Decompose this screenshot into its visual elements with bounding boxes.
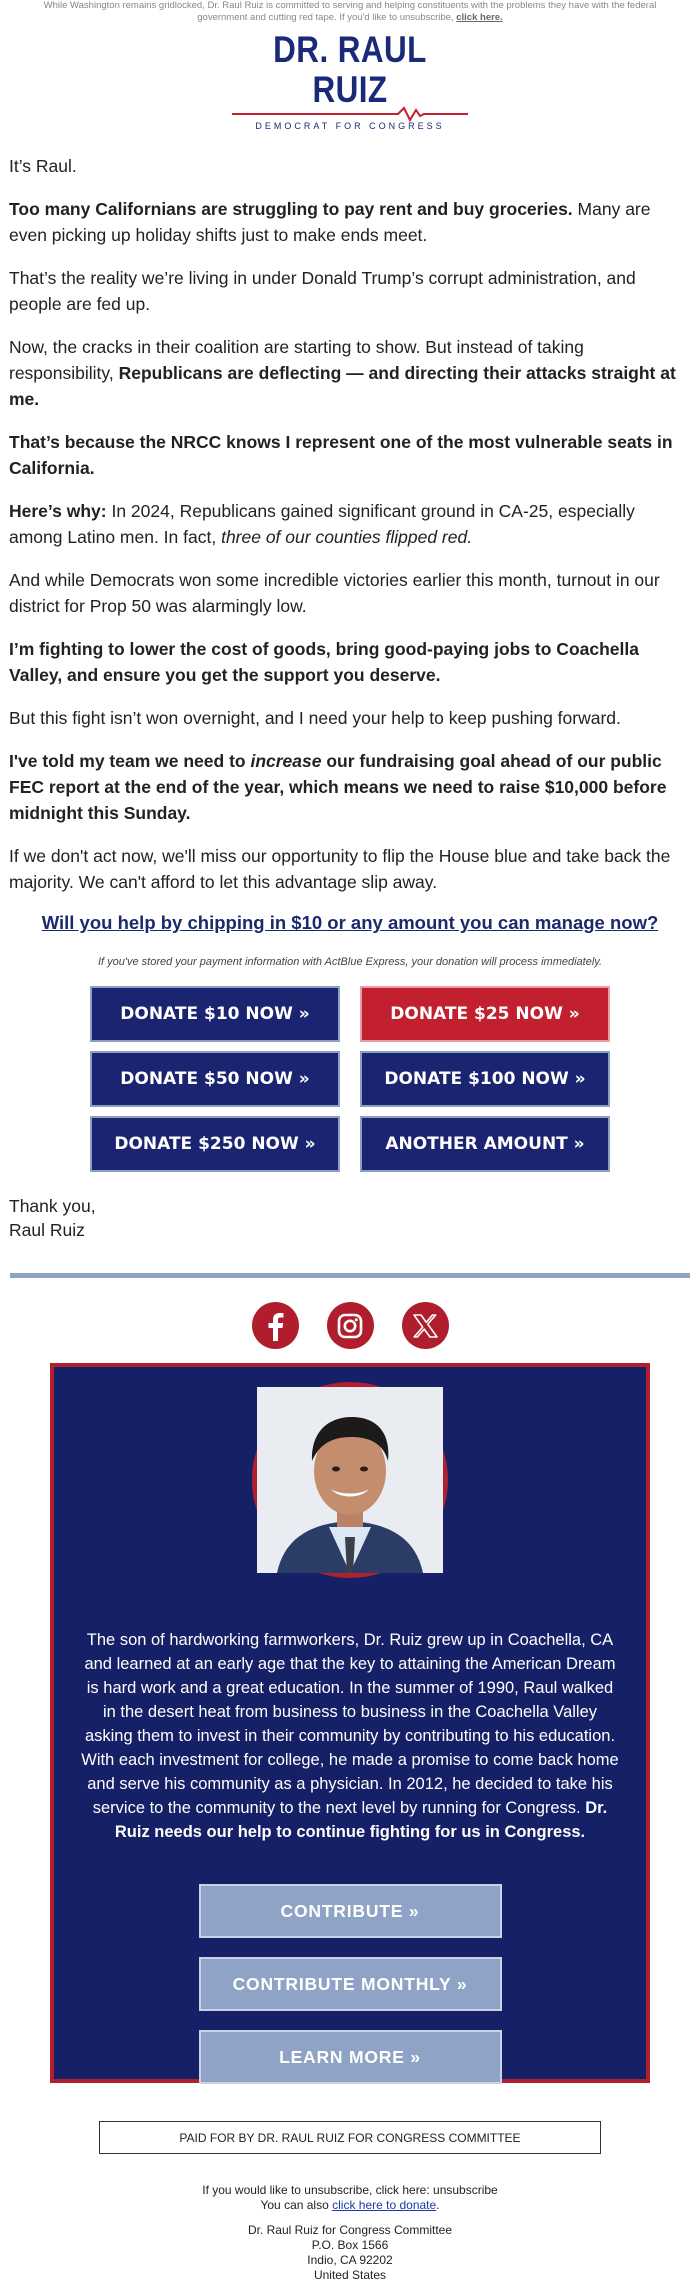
donate-25-button[interactable]: DONATE $25 NOW » (360, 986, 610, 1042)
donate-10-button[interactable]: DONATE $10 NOW » (90, 986, 340, 1042)
another-amount-button[interactable]: ANOTHER AMOUNT » (360, 1116, 610, 1172)
paragraph-9 (9, 748, 691, 826)
footer-donate-line (0, 2198, 700, 2213)
donate-50-button[interactable]: DONATE $50 NOW » (90, 1051, 340, 1107)
paragraph-7 (9, 636, 691, 688)
logo-tagline: DEMOCRAT FOR CONGRESS (255, 121, 445, 131)
paid-for-disclaimer: PAID FOR BY DR. RAUL RUIZ FOR CONGRESS COMMITTEE (99, 2121, 601, 2154)
portrait-image (257, 1387, 443, 1573)
social-links (0, 1302, 700, 1349)
footer (0, 2183, 700, 2283)
bio-bold: Dr. Ruiz needs our help to continue fighting for us in Congress. (114, 1799, 608, 1841)
p3-start: Now, the cracks in their coalition are starting to show. But instead of taking responsibility, (9, 337, 584, 383)
p9-italic: increase (250, 751, 322, 771)
p1-rest: Many are even picking up holiday shifts just to make ends meet. (9, 199, 651, 245)
address-line-1: Dr. Raul Ruiz for Congress Committee (247, 2223, 453, 2237)
actblue-note: If you've stored your payment information with ActBlue Express, your donation will process immediately. (97, 956, 603, 968)
donate-button-grid (90, 986, 610, 1172)
paragraph-1 (9, 196, 691, 248)
signoff-thanks: Thank you, (9, 1196, 96, 1216)
donate-250-button[interactable]: DONATE $250 NOW » (90, 1116, 340, 1172)
preheader (0, 0, 700, 24)
bio-body: The son of hardworking farmworkers, Dr. Ruiz grew up in Coachella, CA and learned at an early age that the key to attaining the American Dream is hard work and a great education. In the summer of 1990, Raul walked in the desert heat from business to business in the Coachella Valley asking them to invest in their community by contributing to his education. With each investment for college, he made a promise to come back home and serve his community as a physician. In 2012, he decided to take his service to the community to the next level by running for Congress. (81, 1631, 619, 1817)
facebook-icon[interactable] (252, 1302, 299, 1349)
footer-address (0, 2223, 700, 2283)
address-line-2: P.O. Box 1566 (311, 2238, 389, 2252)
logo-name: DR. RAUL RUIZ (273, 29, 427, 110)
p1-bold: Too many Californians are struggling to pay rent and buy groceries. (9, 199, 573, 219)
p3-bold: Republicans are deflecting — and directing their attacks straight at me. (9, 363, 676, 409)
p5-bold: Here’s why: (9, 501, 107, 521)
preheader-text: While Washington remains gridlocked, Dr. Raul Ruiz is committed to serving and helping constituents with the problems they have with the federal government and cutting red tape. If you'd like to unsubscribe, (43, 0, 657, 23)
ask (0, 912, 700, 934)
letter-body (0, 153, 700, 895)
paragraph-2: That’s the reality we’re living in under Donald Trump’s corrupt administration, and people are fed up. (9, 268, 636, 314)
bio-text (54, 1628, 646, 1844)
p9-bold (9, 751, 666, 823)
candidate-photo (252, 1382, 448, 1578)
p9-a: I've told my team we need to (9, 751, 251, 771)
learn-more-button[interactable]: LEARN MORE » (199, 2030, 502, 2084)
footer-unsubscribe[interactable]: If you would like to unsubscribe, click here: unsubscribe (202, 2183, 498, 2197)
paragraph-8: But this fight isn’t won overnight, and I need your help to keep pushing forward. (9, 708, 621, 728)
greeting: It’s Raul. (9, 156, 77, 176)
preheader-unsubscribe-link[interactable]: click here. (456, 12, 503, 23)
signoff-name: Raul Ruiz (9, 1220, 85, 1240)
footer-donate-link[interactable]: click here to donate (332, 2198, 437, 2212)
paragraph-3 (9, 334, 691, 412)
x-icon[interactable] (402, 1302, 449, 1349)
p5-italic: three of our counties flipped red. (221, 527, 473, 547)
p4-bold: That’s because the NRCC knows I represent one of the most vulnerable seats in California. (9, 432, 673, 478)
contribute-button[interactable]: CONTRIBUTE » (199, 1884, 502, 1938)
contribute-monthly-button[interactable]: CONTRIBUTE MONTHLY » (199, 1957, 502, 2011)
bio-button-2-wrap (54, 1957, 646, 2011)
bio-card (50, 1363, 650, 2083)
logo (230, 30, 470, 131)
signoff (0, 1194, 700, 1242)
instagram-icon[interactable] (327, 1302, 374, 1349)
paragraph-4 (9, 429, 691, 481)
ask-donate-link[interactable]: Will you help by chipping in $10 or any amount you can manage now? (41, 912, 659, 933)
p9-b: our fundraising goal ahead of our public FEC report at the end of the year, which means we need to raise $10,000 before midnight this Sunday. (9, 751, 667, 823)
paragraph-6: And while Democrats won some incredible victories earlier this month, turnout in our district for Prop 50 was alarmingly low. (9, 570, 660, 616)
paragraph-10: If we don't act now, we'll miss our opportunity to flip the House blue and take back the majority. We can't afford to let this advantage slip away. (9, 846, 671, 892)
address-line-4: United States (313, 2268, 387, 2282)
address-line-3: Indio, CA 92202 (307, 2253, 393, 2267)
donate-100-button[interactable]: DONATE $100 NOW » (360, 1051, 610, 1107)
p7-bold: I’m fighting to lower the cost of goods, bring good-paying jobs to Coachella Valley, and ensure you get the support you deserve. (9, 639, 639, 685)
paragraph-5 (9, 498, 691, 550)
bio-button-3-wrap (54, 2030, 646, 2084)
footer-donate-suffix: . (436, 2198, 440, 2212)
bio-button-1-wrap (54, 1884, 646, 1938)
footer-donate-prefix: You can also (260, 2198, 333, 2212)
p5-mid: In 2024, Republicans gained significant ground in CA-25, especially among Latino men. In fact, (9, 501, 635, 547)
divider (10, 1273, 690, 1278)
